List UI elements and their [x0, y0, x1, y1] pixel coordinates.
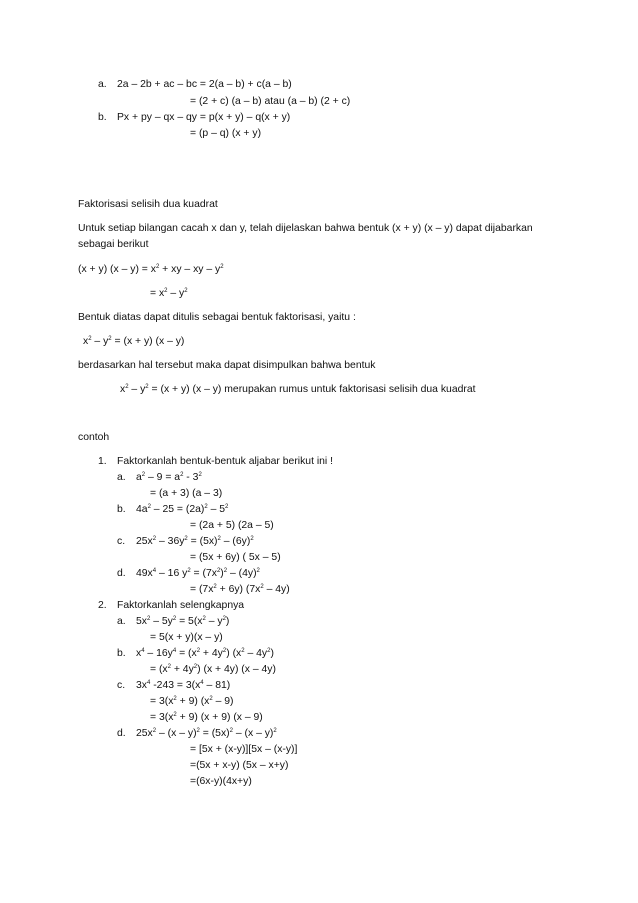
q2-a-line2: = 5(x + y)(x – y): [150, 632, 223, 643]
item-b-line2: = (p – q) (x + y): [190, 128, 262, 139]
expansion-line-1: (x + y) $(x - y) = x^2$ + xy – xy – $y^2$: [78, 264, 224, 275]
section-heading: Faktorisasi selisih dua kuadrat: [78, 199, 218, 210]
q2-d-line4: =(6x-y)(4x+y): [190, 776, 252, 787]
factor-formula: $x^2 - y^2 = (x + y)$ (x – y): [83, 336, 185, 347]
item-a-line2: = (2 + c) (a – b) atau (a – b) (2 + c): [190, 96, 351, 107]
q1-d-line1: $49x^4 - 16$ $y^2 = (7x^2)^2 - (4y)^2$: [136, 568, 260, 579]
q2-c-letter: c.: [117, 680, 126, 691]
q1-b-letter: b.: [117, 504, 126, 515]
q2-number: 2.: [98, 600, 107, 611]
q1-a-line2: = (a + 3) (a – 3): [150, 488, 223, 499]
q1-number: 1.: [98, 456, 107, 467]
item-a-letter: a.: [98, 79, 107, 90]
q2-d-letter: d.: [117, 728, 126, 739]
q1-title: Faktorkanlah bentuk-bentuk aljabar berikut ini !: [117, 456, 334, 467]
q1-c-line2: = (5x + 6y) ( 5x – 5): [190, 552, 281, 563]
q1-c-letter: c.: [117, 536, 126, 547]
q2-a-letter: a.: [117, 616, 126, 627]
conclusion-formula: $x^2 - y^2 = (x + y)$ (x – y) merupakan rumus untuk faktorisasi selisih dua kuadrat: [120, 384, 476, 395]
q1-b-line2: = (2a + 5) (2a – 5): [190, 520, 274, 531]
q2-d-line1: $25x^2 - (x - y)^2 = (5x)^2 - (x - y)^2$: [136, 728, 277, 739]
q2-c-line3: = $3(x^2 + 9) (x + 9)$ (x – 9): [150, 712, 263, 723]
item-b-line1: Px + py – qx – qy = p(x + y) – q(x + y): [117, 112, 291, 123]
intro-line-2: sebagai berikut: [78, 239, 149, 250]
q2-c-line2: = $3(x^2 + 9)$ $(x^2 - 9)$: [150, 696, 234, 707]
q1-a-line1: $a^2 - 9 = a^2 - 3^2$: [136, 472, 202, 483]
contoh-label: contoh: [78, 432, 110, 443]
q1-d-line2: = $(7x^2 + 6y)$ $(7x^2 - 4y)$: [190, 584, 290, 595]
q2-a-line1: $5x^2 - 5y^2 = 5(x^2 - y^2)$: [136, 616, 230, 627]
factor-text: Bentuk diatas dapat ditulis sebagai bentuk faktorisasi, yaitu :: [78, 312, 356, 323]
q2-c-line1: $3x^4$ $-243 = 3(x^4 - 81)$: [136, 680, 231, 691]
q2-d-line3: =(5x + x-y) (5x – x+y): [190, 760, 289, 771]
q1-b-line1: $4a^2 - 25 = (2a)^2 - 5^2$: [136, 504, 229, 515]
q1-a-letter: a.: [117, 472, 126, 483]
intro-line-1: Untuk setiap bilangan cacah x dan y, telah dijelaskan bahwa bentuk (x + y) (x – y) dapat dijabarkan: [78, 223, 533, 234]
q2-title: Faktorkanlah selengkapnya: [117, 600, 245, 611]
q1-c-line1: $25x^2 - 36y^2 = (5x)^2 - (6y)^2$: [136, 536, 254, 547]
q2-d-line2: = [5x + (x-y)][5x – (x-y)]: [190, 744, 298, 755]
item-b-letter: b.: [98, 112, 107, 123]
q2-b-line1: $x^4 - 16y^4 = (x^2 + 4y^2)$ $(x^2 - 4y^2)$: [136, 648, 274, 659]
expansion-line-2: = $x^2 - y^2$: [150, 288, 188, 299]
q1-d-letter: d.: [117, 568, 126, 579]
conclusion-text: berdasarkan hal tersebut maka dapat disimpulkan bahwa bentuk: [78, 360, 376, 371]
q2-b-line2: = $(x^2 + 4y^2) (x + 4y)$ (x – 4y): [150, 664, 276, 675]
q2-b-letter: b.: [117, 648, 126, 659]
item-a-line1: 2a – 2b + ac – bc = 2(a – b) + c(a – b): [117, 79, 292, 90]
